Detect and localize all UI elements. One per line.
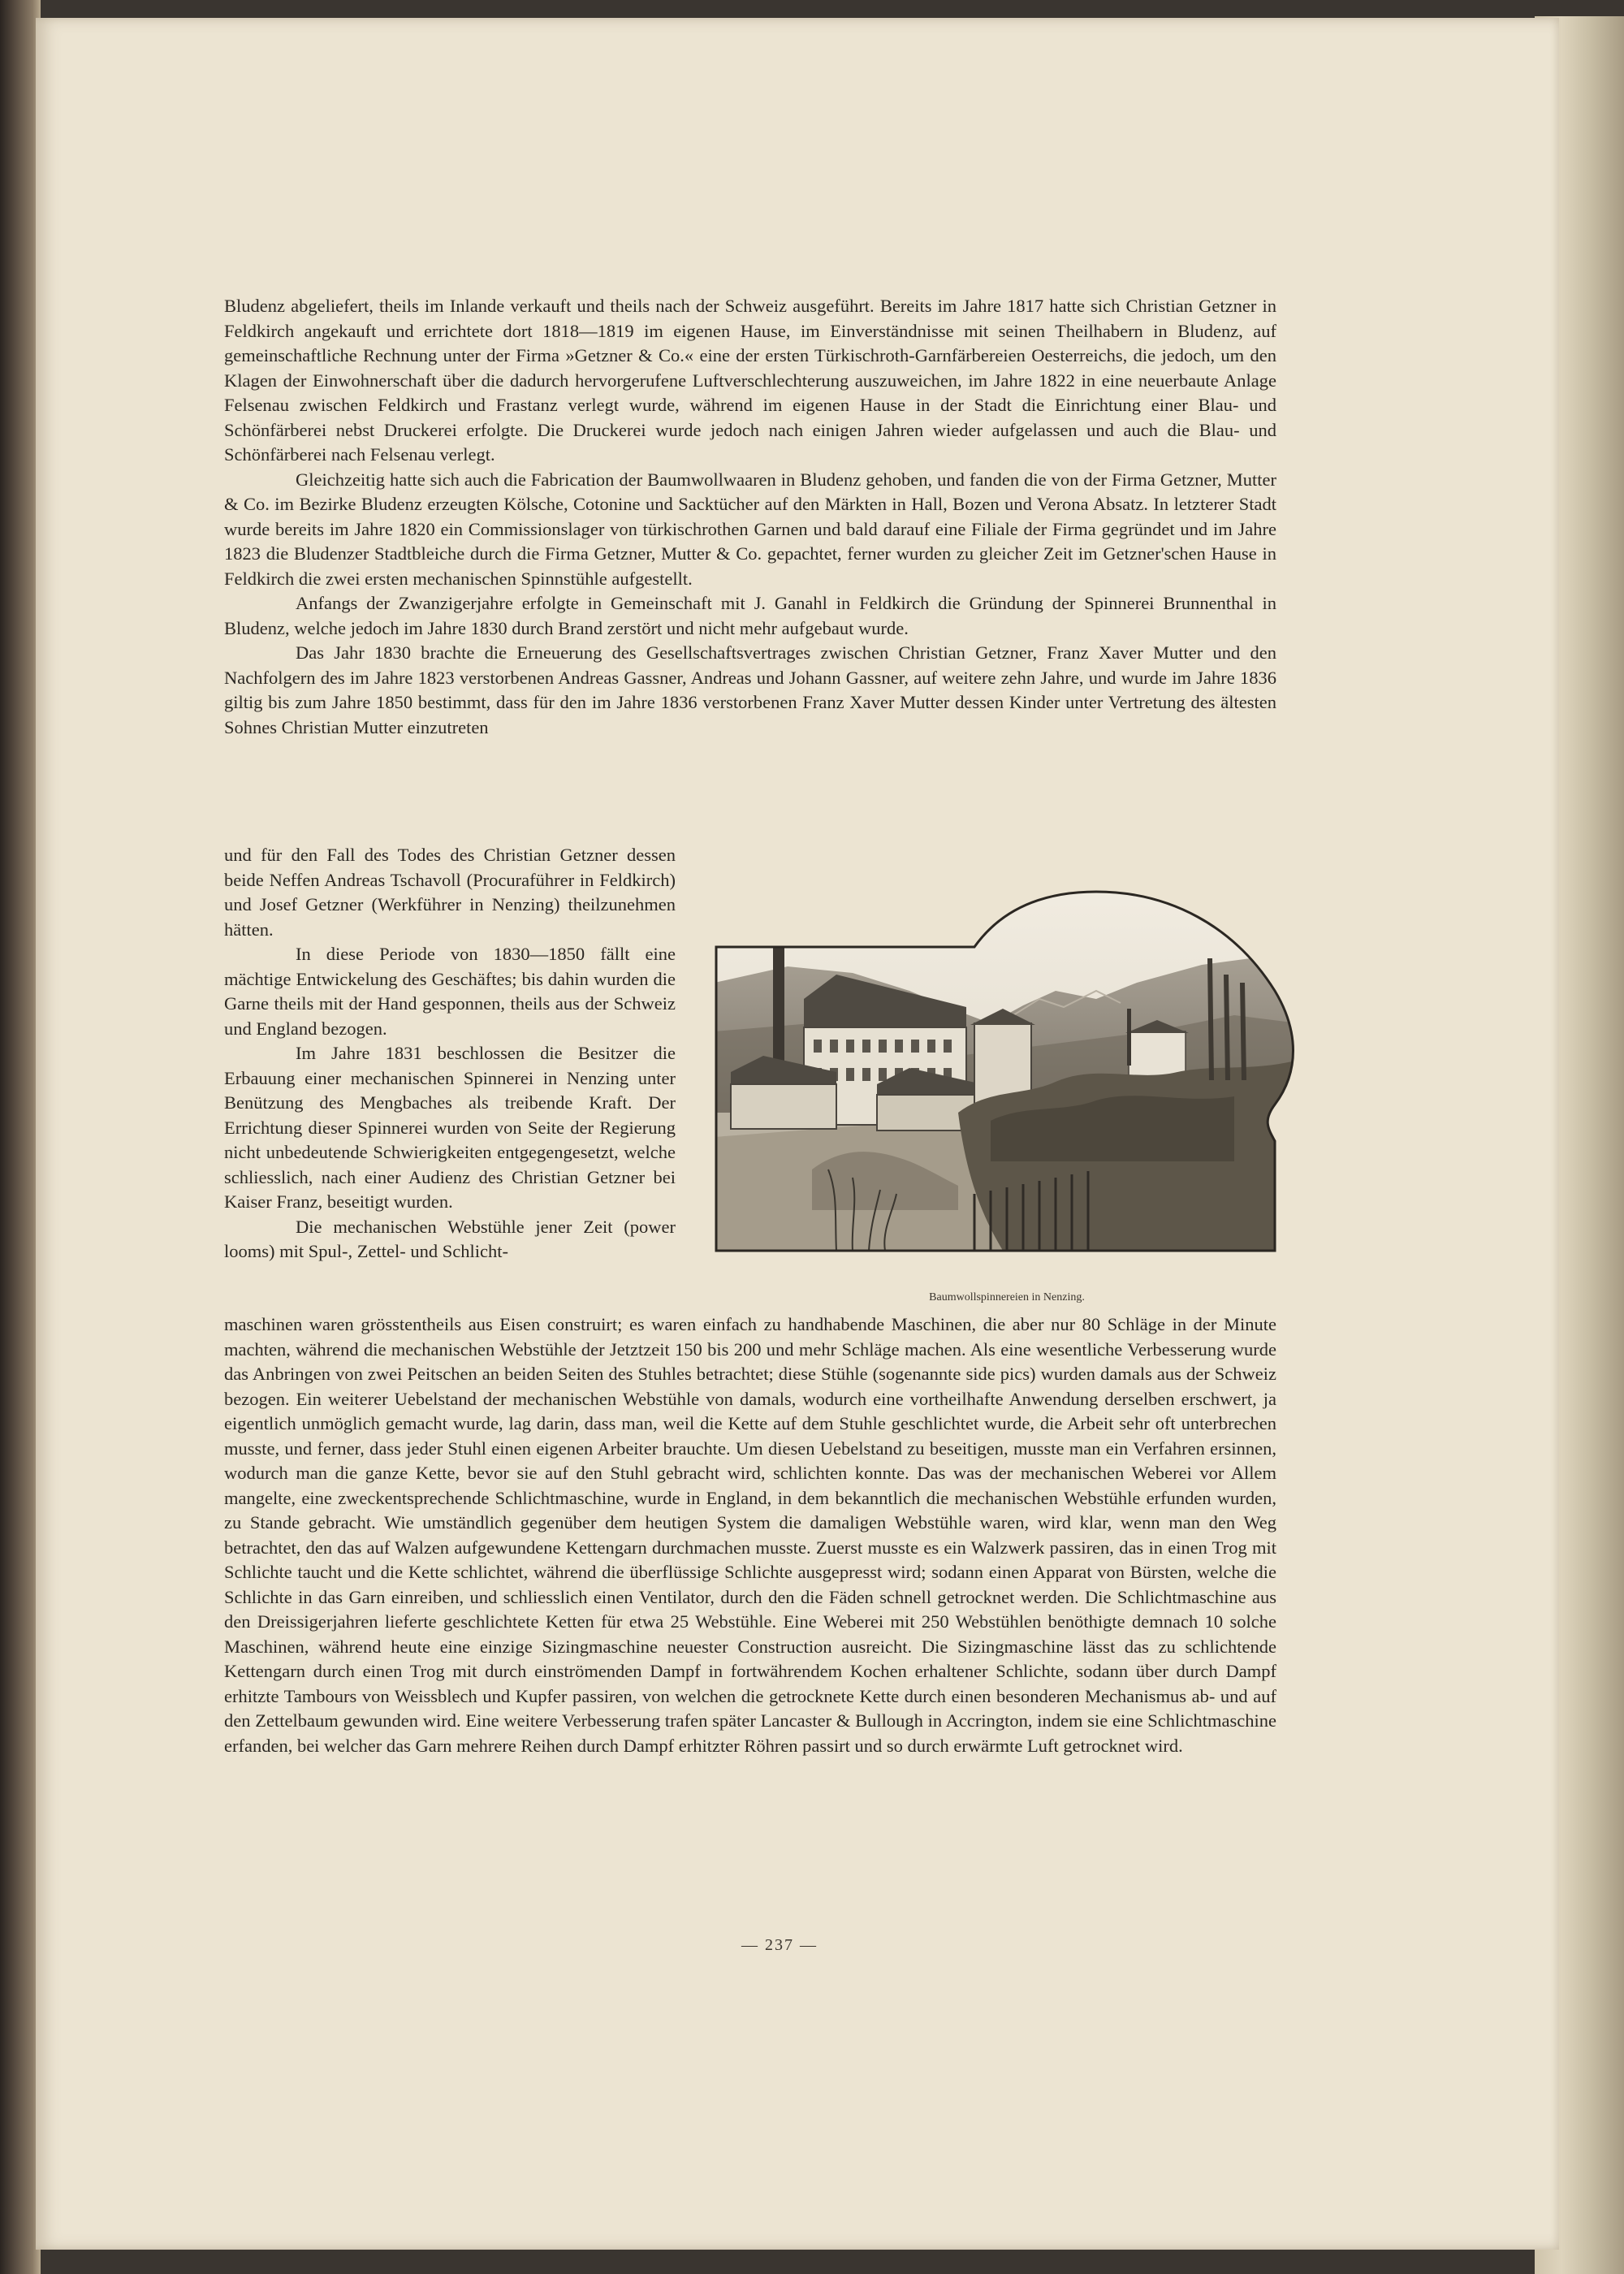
paragraph-4-continued: und für den Fall des Todes des Christian Getzner dessen beide Neffen Andreas Tschavoll (Procuraführer in Feldkirch) und Josef Getzner (Werkführer in Nenzing) theilzunehmen hätten. xyxy=(224,845,676,940)
paragraph-2: Gleichzeitig hatte sich auch die Fabrication der Baumwollwaaren in Bludenz gehoben, und fanden die von der Firma Getzner, Mutter & Co. im Bezirke Bludenz erzeugten Kölsche, Cotonine und Sacktücher auf den Märkten in Hall, Bozen und Verona Absatz. In letzterer Stadt wurde bereits im Jahre 1820 ein Commissionslager von türkischrothen Garnen und bald darauf eine Filiale der Firma gegründet und im Jahre 1823 die Bludenzer Stadtbleiche durch die Firma Getzner, Mutter & Co. gepachtet, ferner wurden zu gleicher Zeit im Getzner'schen Hause in Feldkirch die zwei ersten mechanischen Spinnstühle aufgestellt. xyxy=(224,469,1276,589)
figure-caption: Baumwollspinnereien in Nenzing. xyxy=(929,1291,1085,1303)
paragraph-5: In diese Periode von 1830—1850 fällt eine mächtige Entwickelung des Geschäftes; bis dahin wurden die Garne theils mit der Hand gesponnen, theils aus der Schweiz und England bezogen. xyxy=(224,944,676,1039)
paragraph-4: Das Jahr 1830 brachte die Erneuerung des Gesellschaftsvertrages zwischen Christian Getzner, Franz Xaver Mutter und den Nachfolgern des im Jahre 1823 verstorbenen Andreas Gassner, Andreas und Johann Gassner, auf weitere zehn Jahre, und wurde im Jahre 1836 giltig bis zum Jahre 1850 bestimmt, dass für den im Jahre 1836 verstorbenen Franz Xaver Mutter dessen Kinder unter Vertretung des ältesten Sohnes Christian Mutter einzutreten xyxy=(224,642,1276,737)
factory-illustration xyxy=(715,869,1299,1257)
text-block-left-column xyxy=(224,843,676,1265)
page-number: — 237 — xyxy=(741,1936,818,1954)
paragraph-3: Anfangs der Zwanzigerjahre erfolgte in Gemeinschaft mit J. Ganahl in Feldkirch die Gründung der Spinnerei Brunnenthal in Bludenz, welche jedoch im Jahre 1830 durch Brand zerstört und nicht mehr aufgebaut wurde. xyxy=(224,593,1276,638)
book-spine xyxy=(0,0,41,2274)
factory-engraving-svg xyxy=(715,869,1299,1257)
paragraph-7-continued: maschinen waren grösstentheils aus Eisen construirt; es waren einfach zu handhabende Maschinen, die aber nur 80 Schläge in der Minute machten, während die mechanischen Webstühle der Jetztzeit 150 bis 200 und mehr Schläge machen. Als eine wesentliche Verbesserung wurde das Anbringen von zwei Peitschen an beiden Seiten des Stuhles betrachtet; diese Stühle (sogenannte side pics) wurden damals aus der Schweiz bezogen. Ein weiterer Uebelstand der mechanischen Webstühle von damals, wodurch eine vortheilhafte Anwendung derselben erschwert, ja eigentlich unmöglich gemacht wurde, lag darin, dass man, weil die Kette auf dem Stuhle geschlichtet wurde, die Arbeit sehr oft unterbrechen musste, und ferner, dass jeder Stuhl einen eigenen Arbeiter brauchte. Um diesen Uebelstand zu beseitigen, musste man ein Verfahren ersinnen, wodurch man die ganze Kette, bevor sie auf den Stuhl gebracht wird, schlichten konnte. Das was der mechanischen Weberei vor Allem mangelte, eine zweckentsprechende Schlichtmaschine, wurde in England, in dem bekanntlich die mechanischen Webstühle erfunden wurden, zu Stande gebracht. Wie umständlich gegenüber dem heutigen System die damaligen Webstühle waren, wird klar, wenn man den Weg betrachtet, den das auf Walzen aufgewundene Kettengarn durchmachen musste. Zuerst musste es ein Walzwerk passiren, das in einen Trog mit Schlichte taucht und die Kette schlichtet, während die überflüssige Schlichte ausgepresst wird; sodann einen Apparat von Bürsten, welche die Schlichte in das Garn einreiben, und schliesslich einen Ventilator, durch den die Fäden schnell getrocknet werden. Die Schlichtmaschine aus den Dreissigerjahren lieferte geschlichtete Ketten für etwa 25 Webstühle. Eine Weberei mit 250 Webstühlen benöthigte demnach 10 solche Maschinen, während heute eine einzige Sizingmaschine neuester Construction ausreicht. Die Sizingmaschine lässt das zu schlichtende Kettengarn durch einen Trog mit durch einströmenden Dampf in fortwährendem Kochen erhaltener Schlichte, sodann über durch Dampf erhitzte Tambours von Weissblech und Kupfer passiren, von welchen die getrocknete Kette durch einen besonderen Mechanismus ab- und auf den Zettelbaum gewunden wird. Eine weitere Verbesserung trafen später Lancaster & Bullough in Accrington, indem sie eine Schlichtmaschine erfanden, bei welcher das Garn mehrere Reihen durch Dampf erhitzter Röhren passirt und so durch erwärmte Luft getrocknet wird. xyxy=(224,1314,1276,1756)
text-block-top xyxy=(224,294,1276,740)
text-block-bottom xyxy=(224,1312,1276,1758)
paragraph-7-start: Die mechanischen Webstühle jener Zeit (power looms) mit Spul-, Zettel- und Schlicht- xyxy=(224,1216,676,1261)
paragraph-6: Im Jahre 1831 beschlossen die Besitzer die Erbauung einer mechanischen Spinnerei in Nenzing unter Benützung des Mengbaches als treibende Kraft. Der Errichtung dieser Spinnerei wurden von Seite der Regierung nicht unbedeutende Schwierigkeiten entgegengesetzt, welche schliesslich, nach einer Audienz des Christian Getzner bei Kaiser Franz, beseitigt wurden. xyxy=(224,1043,676,1212)
paragraph-1: Bludenz abgeliefert, theils im Inlande verkauft und theils nach der Schweiz ausgeführt. Bereits im Jahre 1817 hatte sich Christian Getzner in Feldkirch angekauft und errichtete dort 1818—1819 im eigenen Hause, im Einverständnisse mit seinen Theilhabern in Bludenz, auf gemeinschaftliche Rechnung unter der Firma »Getzner & Co.« eine der ersten Türkischroth-Garnfärbereien Oesterreichs, die jedoch, um den Klagen der Einwohnerschaft über die dadurch hervorgerufene Luftverschlechterung auszuweichen, im Jahre 1822 in eine neuerbaute Anlage Felsenau zwischen Feldkirch und Frastanz verlegt wurde, während im eigenen Hause in der Stadt die Einrichtung einer Blau- und Schönfärberei nebst Druckerei erfolgte. Die Druckerei wurde jedoch nach einigen Jahren wieder aufgelassen und auch die Blau- und Schönfärberei nach Felsenau verlegt. xyxy=(224,296,1276,465)
